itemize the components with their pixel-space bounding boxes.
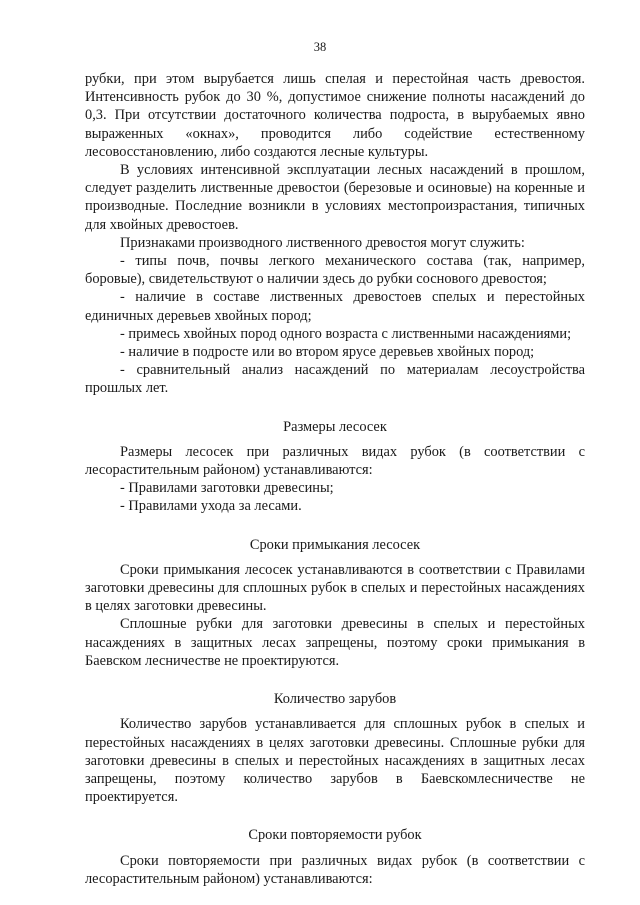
paragraph-clearcut-prohibited: Сплошные рубки для заготовки древесины в спелых и перестойных насаждениях в защитных лесах запрещены, поэтому сроки примыкания в Баевском лесничестве не проектируются. bbox=[85, 616, 585, 669]
list-item-soil-types: - типы почв, почвы легкого механического состава (так, например, боровые), свидетельствуют о наличии здесь до рубки соснового древостоя; bbox=[85, 253, 585, 288]
section-heading-repeat-terms: Сроки повторяемости рубок bbox=[248, 827, 422, 844]
list-item-harvesting-rules: - Правилами заготовки древесины; bbox=[120, 480, 334, 497]
list-item-conifer-admixture: - примесь хвойных пород одного возраста с лиственными насаждениями; bbox=[120, 325, 572, 342]
document-body bbox=[85, 70, 585, 888]
paragraph-signs: Признаками производного лиственного древостоя могут служить: bbox=[120, 234, 525, 251]
paragraph-intro: рубки, при этом вырубается лишь спелая и перестойная часть древостоя. Интенсивность рубок до 30 %, допустимое снижение полноты насаждений до 0,3. При отсутствии достаточного количества подроста, в вырубаемых явно выраженных «окнах», проводится либо содействие естественному лесовосстановлению, либо создаются лесные культуры. bbox=[85, 71, 585, 160]
paragraph-repeat-terms: Сроки повторяемости при различных видах рубок (в соответствии с лесорастительным районом) устанавливаются: bbox=[85, 852, 585, 887]
paragraph-conditions: В условиях интенсивной эксплуатации лесных насаждений в прошлом, следует разделить лиственные древостои (березовые и осиновые) на коренные и производные. Последние возникли в условиях местопроизрастания, типичных для хвойных древостоев. bbox=[85, 162, 585, 233]
paragraph-cutting-area-sizes: Размеры лесосек при различных видах рубок (в соответствии с лесорастительным районом) устанавливаются: bbox=[85, 443, 585, 479]
list-item-comparative-analysis: - сравнительный анализ насаждений по материалам лесоустройства прошлых лет. bbox=[85, 362, 585, 397]
list-item-conifer-trees: - наличие в составе лиственных древостоев спелых и перестойных единичных деревьев хвойных пород; bbox=[85, 289, 585, 324]
list-item-care-rules: - Правилами ухода за лесами. bbox=[120, 498, 302, 515]
section-heading-cutting-area-sizes: Размеры лесосек bbox=[283, 418, 387, 435]
list-item-undergrowth: - наличие в подросте или во втором ярусе деревьев хвойных пород; bbox=[120, 344, 535, 361]
paragraph-cut-count: Количество зарубов устанавливается для сплошных рубок в спелых и перестойных насаждениях в целях заготовки древесины. Сплошные рубки для заготовки древесины в спелых и перестойных насаждениях в защитных лесах запрещены, поэтому количество зарубов в Баевскомлесничестве не проектируется. bbox=[85, 716, 585, 806]
paragraph-adjacency-terms: Сроки примыкания лесосек устанавливаются в соответствии с Правилами заготовки древесины для сплошных рубок в спелых и перестойных насаждениях в целях заготовки древесины. bbox=[85, 561, 585, 615]
section-heading-adjacency-terms: Сроки примыкания лесосек bbox=[249, 536, 421, 553]
section-heading-cut-count: Количество зарубов bbox=[273, 691, 397, 708]
page-number: 38 bbox=[313, 40, 327, 54]
